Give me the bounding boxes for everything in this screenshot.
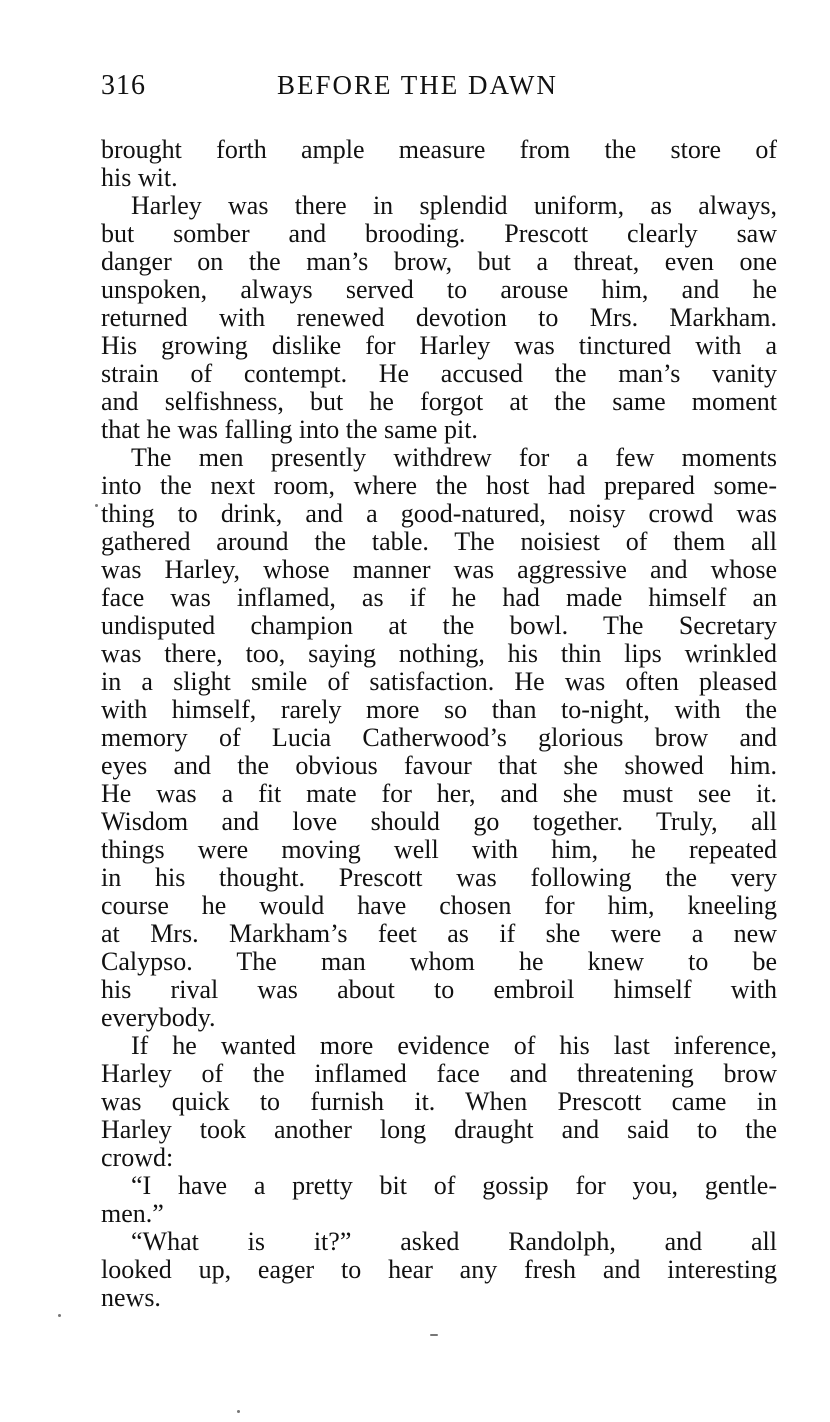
scan-speck xyxy=(430,1334,438,1336)
text-line: Harley of the inflamed face and threatening brow xyxy=(101,1060,777,1088)
body-text xyxy=(101,136,777,1312)
text-line: danger on the man’s brow, but a threat, even one xyxy=(101,248,777,276)
scan-speck xyxy=(237,1410,240,1413)
running-head xyxy=(101,70,777,108)
text-line: was Harley, whose manner was aggressive and whose xyxy=(101,556,777,584)
text-line: with himself, rarely more so than to-night, with the xyxy=(101,696,777,724)
text-line: His growing dislike for Harley was tinctured with a xyxy=(101,332,777,360)
text-line: undisputed champion at the bowl. The Secretary xyxy=(101,612,777,640)
text-line: crowd: xyxy=(101,1144,174,1172)
text-line: He was a fit mate for her, and she must see it. xyxy=(101,780,777,808)
text-line: at Mrs. Markham’s feet as if she were a new xyxy=(101,920,777,948)
paragraph-first-line: Harley was there in splendid uniform, as always, xyxy=(131,192,777,220)
text-line: face was inflamed, as if he had made himself an xyxy=(101,584,777,612)
page-number: 316 xyxy=(101,70,146,101)
text-line: thing to drink, and a good-natured, noisy crowd was xyxy=(101,500,777,528)
text-line: gathered around the table. The noisiest of them all xyxy=(101,528,777,556)
text-line: things were moving well with him, he repeated xyxy=(101,836,777,864)
text-line: looked up, eager to hear any fresh and interesting xyxy=(101,1256,777,1284)
text-line: that he was falling into the same pit. xyxy=(101,416,478,444)
text-line: memory of Lucia Catherwood’s glorious brow and xyxy=(101,724,777,752)
text-line: men.” xyxy=(101,1200,164,1228)
text-line: and selfishness, but he forgot at the same moment xyxy=(101,388,777,416)
paragraph-first-line: “What is it?” asked Randolph, and all xyxy=(131,1228,777,1256)
scan-speck xyxy=(58,1314,61,1317)
text-line: his wit. xyxy=(101,164,178,192)
text-line: unspoken, always served to arouse him, and he xyxy=(101,276,777,304)
text-line: returned with renewed devotion to Mrs. Markham. xyxy=(101,304,777,332)
text-line: was quick to furnish it. When Prescott came in xyxy=(101,1088,777,1116)
text-line: news. xyxy=(101,1284,161,1312)
text-line: his rival was about to embroil himself with xyxy=(101,976,777,1004)
text-line: Calypso. The man whom he knew to be xyxy=(101,948,777,976)
book-title: BEFORE THE DAWN xyxy=(277,70,558,100)
scan-speck xyxy=(95,504,98,507)
text-line: strain of contempt. He accused the man’s vanity xyxy=(101,360,777,388)
paragraph-first-line: If he wanted more evidence of his last inference, xyxy=(131,1032,777,1060)
text-line: course he would have chosen for him, kneeling xyxy=(101,892,777,920)
text-line: in his thought. Prescott was following the very xyxy=(101,864,777,892)
text-line: Wisdom and love should go together. Truly, all xyxy=(101,808,777,836)
text-line: Harley took another long draught and said to the xyxy=(101,1116,777,1144)
text-line: into the next room, where the host had prepared some- xyxy=(101,472,777,500)
text-line: in a slight smile of satisfaction. He was often pleased xyxy=(101,668,777,696)
paragraph-first-line: “I have a pretty bit of gossip for you, gentle- xyxy=(131,1172,777,1200)
text-line: was there, too, saying nothing, his thin lips wrinkled xyxy=(101,640,777,668)
text-line: brought forth ample measure from the store of xyxy=(101,136,777,164)
text-line: everybody. xyxy=(101,1004,216,1032)
paragraph-first-line: The men presently withdrew for a few moments xyxy=(131,444,777,472)
text-line: but somber and brooding. Prescott clearly saw xyxy=(101,220,777,248)
text-line: eyes and the obvious favour that she showed him. xyxy=(101,752,777,780)
